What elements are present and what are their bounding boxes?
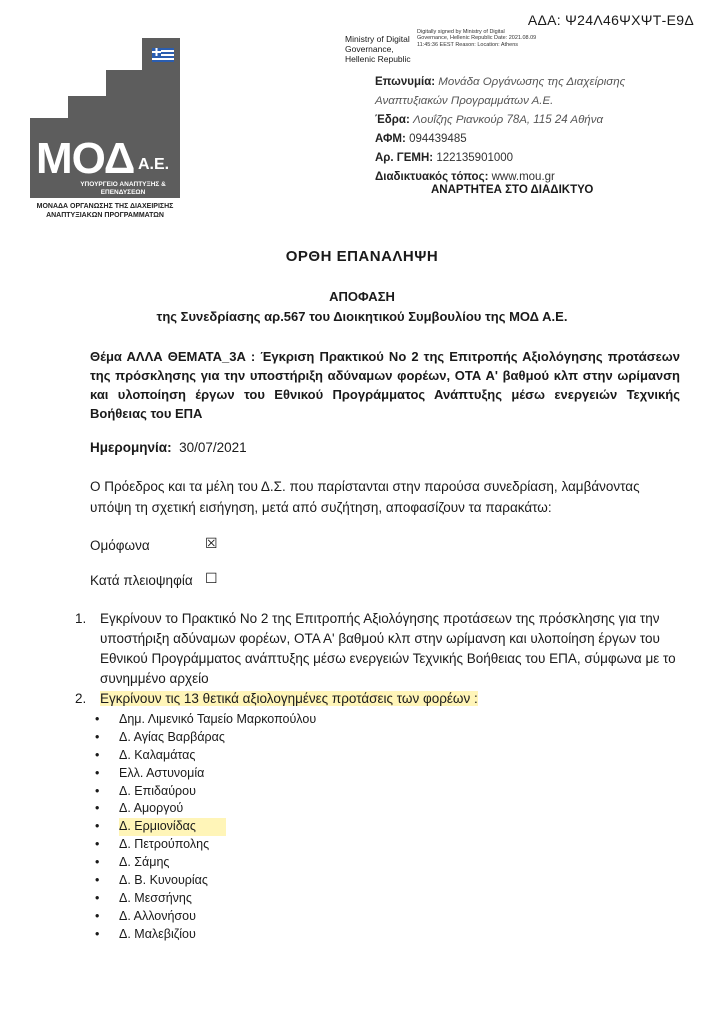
session-line: της Συνεδρίασης αρ.567 του Διοικητικού Συμβουλίου της ΜΟΔ Α.Ε. bbox=[156, 309, 568, 324]
logo-text: ΜΟΔ bbox=[36, 134, 135, 183]
logo-suffix: Α.Ε. bbox=[138, 156, 170, 173]
vote-majority-checkbox: ☐ bbox=[205, 570, 218, 586]
bullet-icon: • bbox=[95, 873, 100, 888]
post-note: ΑΝΑΡΤΗΤΕΑ ΣΤΟ ΔΙΑΔΙΚΤΥΟ bbox=[431, 184, 594, 196]
vote-majority bbox=[90, 573, 193, 588]
bullet-icon: • bbox=[95, 837, 100, 852]
signature-signer: Ministry of Digital Governance, Hellenic Republic bbox=[345, 34, 411, 64]
vote-unanimous-label: Ομόφωνα bbox=[90, 538, 150, 553]
company-name: Μονάδα Οργάνωσης της Διαχείρισης bbox=[438, 76, 626, 88]
bullet-icon: • bbox=[95, 729, 100, 744]
list-item-1 bbox=[75, 609, 685, 691]
bullet-icon: • bbox=[95, 890, 100, 905]
bullet-icon: • bbox=[95, 747, 100, 762]
company-name-cont: Αναπτυξιακών Προγραμμάτων Α.Ε. bbox=[375, 95, 554, 107]
mod-logo bbox=[30, 38, 180, 223]
company-gemi: 122135901000 bbox=[436, 152, 514, 164]
decision-title: ΑΠΟΦΑΣΗ bbox=[329, 289, 395, 304]
date-label: Ημερομηνία: bbox=[90, 440, 172, 455]
date-value: 30/07/2021 bbox=[179, 440, 247, 455]
list-item-2-text: Εγκρίνουν τις 13 θετικά αξιολογημένες προτάσεις των φορέων : bbox=[100, 691, 478, 706]
website-label: Διαδικτυακός τόπος: bbox=[375, 171, 489, 183]
date-line bbox=[90, 440, 247, 455]
afm-label: ΑΦΜ: bbox=[375, 133, 406, 145]
list-item-2-number: 2. bbox=[75, 691, 87, 706]
gemi-label: Αρ. ΓΕΜΗ: bbox=[375, 152, 434, 164]
list-item-1-text: Εγκρίνουν το Πρακτικό Νο 2 της Επιτροπής Αξιολόγησης προτάσεων της πρόσκλησης για την υποστήριξη αδύναμων φορέων, ΟΤΑ Α' βαθμού κλπ στην ωρίμανση και υλοποίηση έργων του Εθνικού Προγράμματος ανάπτυξης μέσω ενεργειών Τεχνικής Βοήθειας του ΕΠΑ, σύμφωνα με το συνημμένο αρχείο bbox=[100, 611, 676, 686]
intro-paragraph: Ο Πρόεδρος και τα μέλη του Δ.Σ. που παρίστανται στην παρούσα συνεδρίαση, λαμβάνοντας υπόψη τη σχετική εισήγηση, μετά από συζήτηση, αποφασίζουν τα παρακάτω: bbox=[90, 479, 640, 515]
company-name-label: Επωνυμία: bbox=[375, 76, 436, 88]
ada-number: ΑΔΑ: Ψ24Λ46ΨΧΨΤ-Ε9Δ bbox=[527, 12, 694, 28]
bullet-icon: • bbox=[95, 801, 100, 816]
bullet-icon: • bbox=[95, 855, 100, 870]
company-address: Λουΐζης Ριανκούρ 78Α, 115 24 Αθήνα bbox=[413, 114, 604, 126]
bullet-icon: • bbox=[95, 819, 100, 834]
vote-majority-label: Κατά πλειοψηφία bbox=[90, 573, 193, 588]
company-website: www.mou.gr bbox=[491, 171, 555, 183]
bullet-icon: • bbox=[95, 908, 100, 923]
bullet-icon: • bbox=[95, 765, 100, 780]
company-info bbox=[375, 73, 625, 187]
vote-unanimous bbox=[90, 538, 150, 553]
bullet-icon: • bbox=[95, 926, 100, 941]
bullet-icon: • bbox=[95, 712, 100, 726]
signature-details: Digitally signed by Ministry of Digital Governance, Hellenic Republic Date: 2021.08.09 11:45:36 EEST Reason: Location: Athens bbox=[417, 29, 537, 48]
list-item-1-number: 1. bbox=[75, 611, 87, 626]
vote-unanimous-checkbox: ☒ bbox=[205, 535, 218, 551]
logo-subtitle: ΥΠΟΥΡΓΕΙΟ ΑΝΑΠΤΥΞΗΣ & ΕΠΕΝΔΥΣΕΩΝ bbox=[80, 181, 166, 196]
address-label: Έδρα: bbox=[375, 114, 410, 126]
company-afm: 094439485 bbox=[409, 133, 467, 145]
logo-caption: ΜΟΝΑΔΑ ΟΡΓΑΝΩΣΗΣ ΤΗΣ ΔΙΑΧΕΙΡΙΣΗΣ ΑΝΑΠΤΥΞΙΑΚΩΝ ΠΡΟΓΡΑΜΜΑΤΩΝ bbox=[36, 203, 174, 219]
bullet-icon: • bbox=[95, 783, 100, 798]
document-heading: ΟΡΘΗ ΕΠΑΝΑΛΗΨΗ bbox=[285, 248, 439, 265]
list-item-2 bbox=[75, 689, 685, 709]
subject: Θέμα ΑΛΛΑ ΘΕΜΑΤΑ_3Α : Έγκριση Πρακτικού Νο 2 της Επιτροπής Αξιολόγησης προτάσεων της πρόσκλησης για την υποστήριξη αδύναμων φορέων, ΟΤΑ Α' βαθμού κλπ στην ωρίμανση και υλοποίηση έργων του Εθνικού Προγράμματος Ανάπτυξης μέσω ενεργειών Τεχνικής Βοήθειας του ΕΠΑ bbox=[90, 349, 680, 421]
